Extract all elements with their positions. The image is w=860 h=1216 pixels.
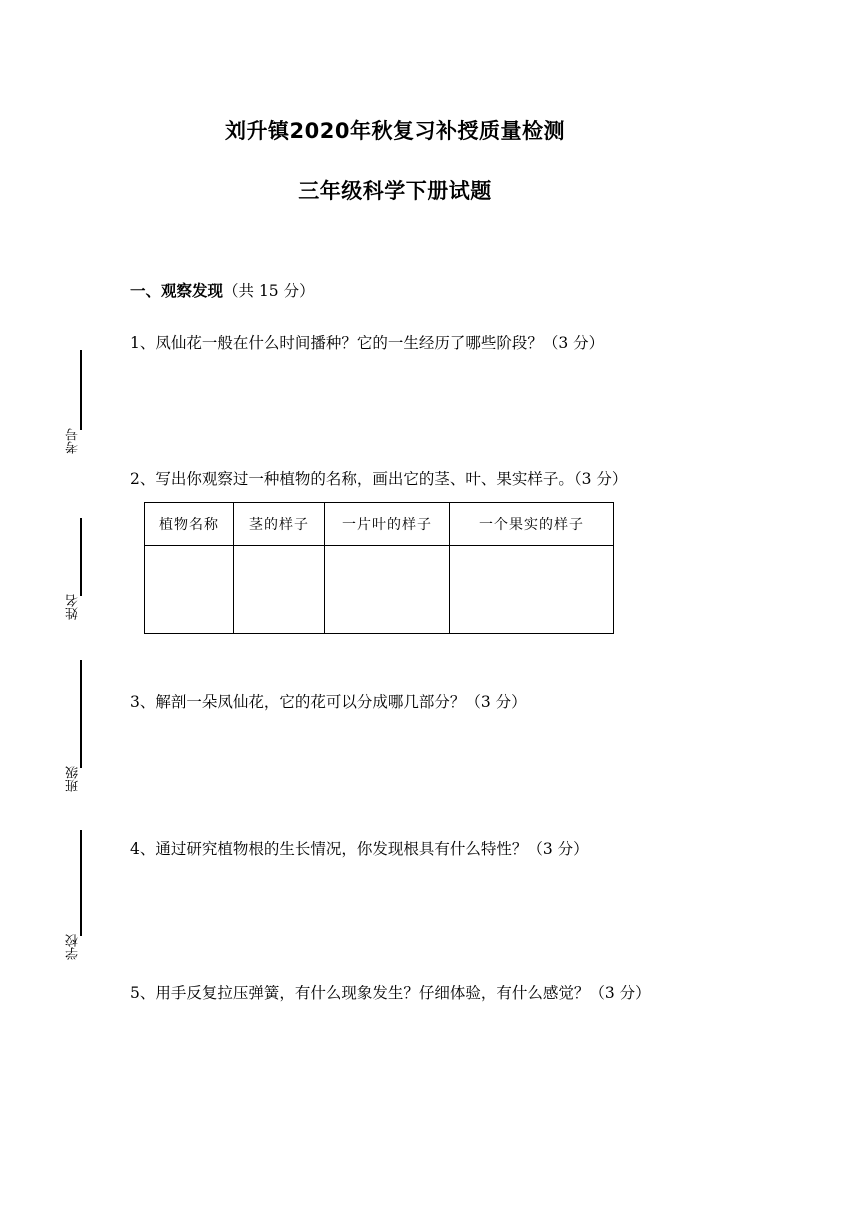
name-field[interactable] <box>60 518 90 628</box>
section-heading <box>130 279 315 301</box>
table-header-cell: 茎的样子 <box>234 503 325 546</box>
school-label: 学校 <box>66 934 81 960</box>
exam-number-line <box>80 350 82 430</box>
table-header-row <box>145 503 614 546</box>
table-header-cell: 一个果实的样子 <box>450 503 614 546</box>
class-line <box>80 660 82 768</box>
name-label: 姓名 <box>66 594 81 620</box>
page-subtitle: 三年级科学下册试题 <box>298 179 492 203</box>
question-5: 5、用手反复拉压弹簧，有什么现象发生？仔细体验，有什么感觉？（3 分） <box>130 984 651 1002</box>
school-line <box>80 830 82 936</box>
section-label: 一、观察发现 <box>130 282 224 300</box>
question-1: 1、凤仙花一般在什么时间播种？它的一生经历了哪些阶段？（3 分） <box>130 334 605 352</box>
class-label: 班级 <box>66 766 81 792</box>
plant-name-answer-cell[interactable] <box>145 546 234 634</box>
table-header-cell: 一片叶的样子 <box>325 503 450 546</box>
plant-observation-table <box>144 502 614 634</box>
stem-drawing-cell[interactable] <box>234 546 325 634</box>
class-field[interactable] <box>60 660 90 800</box>
name-line <box>80 518 82 596</box>
fruit-drawing-cell[interactable] <box>450 546 614 634</box>
exam-number-label: 考号 <box>66 428 81 454</box>
school-field[interactable] <box>60 830 90 970</box>
question-2: 2、写出你观察过一种植物的名称，画出它的茎、叶、果实样子。（3 分） <box>130 470 628 488</box>
table-row <box>145 546 614 634</box>
page-title: 刘升镇2020年秋复习补授质量检测 <box>225 119 565 143</box>
leaf-drawing-cell[interactable] <box>325 546 450 634</box>
question-3: 3、解剖一朵凤仙花，它的花可以分成哪几部分？（3 分） <box>130 693 527 711</box>
table-header-cell: 植物名称 <box>145 503 234 546</box>
question-4: 4、通过研究植物根的生长情况，你发现根具有什么特性？（3 分） <box>130 840 589 858</box>
section-score: （共 15 分） <box>223 282 315 300</box>
exam-number-field[interactable] <box>60 350 90 460</box>
